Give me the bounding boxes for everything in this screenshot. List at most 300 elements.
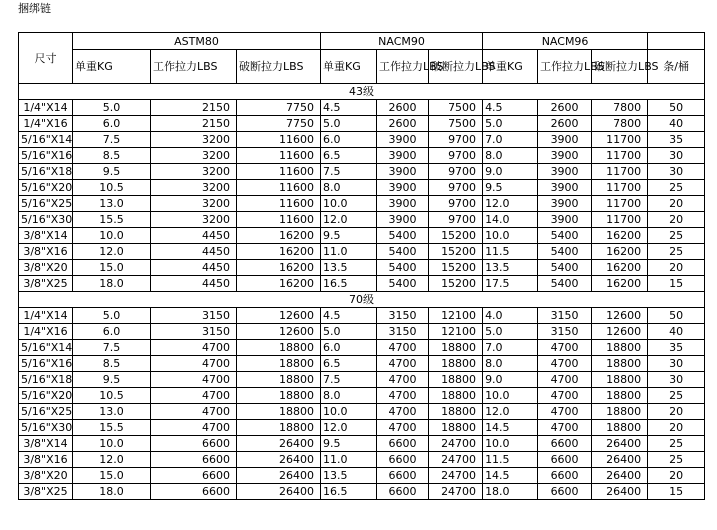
cell-astm-breaking-load: 18800 bbox=[237, 372, 321, 388]
cell-nacm96-breaking-load: 11700 bbox=[592, 212, 648, 228]
table-row bbox=[19, 436, 705, 452]
cell-astm-working-load: 3150 bbox=[151, 324, 237, 340]
cell-nacm96-working-load: 5400 bbox=[538, 228, 592, 244]
cell-nacm96-breaking-load: 16200 bbox=[592, 276, 648, 292]
cell-astm-breaking-load: 11600 bbox=[237, 148, 321, 164]
cell-nacm90-working-load: 5400 bbox=[377, 228, 429, 244]
cell-nacm96-weight: 10.0 bbox=[483, 228, 538, 244]
col-header-astm-weight: 单重KG bbox=[73, 50, 151, 84]
cell-per-bucket: 15 bbox=[648, 484, 705, 500]
cell-per-bucket: 20 bbox=[648, 196, 705, 212]
cell-size: 1/4"X14 bbox=[19, 100, 73, 116]
cell-nacm90-weight: 7.5 bbox=[321, 164, 377, 180]
cell-nacm90-weight: 12.0 bbox=[321, 212, 377, 228]
cell-nacm96-breaking-load: 18800 bbox=[592, 340, 648, 356]
cell-astm-weight: 15.0 bbox=[73, 260, 151, 276]
cell-astm-breaking-load: 11600 bbox=[237, 180, 321, 196]
cell-size: 5/16"X14 bbox=[19, 132, 73, 148]
cell-nacm90-breaking-load: 15200 bbox=[429, 244, 483, 260]
cell-nacm90-breaking-load: 18800 bbox=[429, 388, 483, 404]
cell-astm-working-load: 4700 bbox=[151, 372, 237, 388]
cell-nacm96-breaking-load: 18800 bbox=[592, 356, 648, 372]
document-title: 捆绑链 bbox=[18, 2, 51, 15]
cell-per-bucket: 30 bbox=[648, 356, 705, 372]
cell-nacm96-weight: 8.0 bbox=[483, 356, 538, 372]
cell-nacm96-weight: 14.5 bbox=[483, 420, 538, 436]
cell-nacm96-working-load: 6600 bbox=[538, 436, 592, 452]
cell-nacm90-breaking-load: 9700 bbox=[429, 132, 483, 148]
cell-nacm90-working-load: 3900 bbox=[377, 212, 429, 228]
col-header-nacm96-working-load: 工作拉力LBS bbox=[538, 50, 592, 84]
cell-nacm96-weight: 11.5 bbox=[483, 452, 538, 468]
cell-nacm90-working-load: 4700 bbox=[377, 404, 429, 420]
cell-nacm90-weight: 9.5 bbox=[321, 436, 377, 452]
cell-astm-breaking-load: 18800 bbox=[237, 420, 321, 436]
cell-nacm96-weight: 14.0 bbox=[483, 212, 538, 228]
cell-astm-weight: 7.5 bbox=[73, 340, 151, 356]
cell-per-bucket: 30 bbox=[648, 164, 705, 180]
cell-nacm90-working-load: 4700 bbox=[377, 340, 429, 356]
col-header-per-bucket: 条/桶 bbox=[648, 50, 705, 84]
cell-astm-working-load: 4700 bbox=[151, 420, 237, 436]
cell-astm-weight: 13.0 bbox=[73, 404, 151, 420]
cell-nacm96-working-load: 4700 bbox=[538, 404, 592, 420]
cell-astm-breaking-load: 26400 bbox=[237, 468, 321, 484]
cell-astm-weight: 18.0 bbox=[73, 276, 151, 292]
cell-size: 5/16"X14 bbox=[19, 340, 73, 356]
cell-size: 3/8"X14 bbox=[19, 436, 73, 452]
cell-nacm90-working-load: 6600 bbox=[377, 436, 429, 452]
table-row bbox=[19, 452, 705, 468]
table-body bbox=[19, 84, 705, 500]
cell-nacm96-weight: 7.0 bbox=[483, 340, 538, 356]
col-header-nacm90-working-load: 工作拉力LBS bbox=[377, 50, 429, 84]
cell-size: 1/4"X16 bbox=[19, 116, 73, 132]
cell-nacm96-working-load: 3900 bbox=[538, 212, 592, 228]
cell-nacm96-working-load: 5400 bbox=[538, 260, 592, 276]
group-header-astm80: ASTM80 bbox=[73, 33, 321, 50]
cell-per-bucket: 20 bbox=[648, 404, 705, 420]
table-row bbox=[19, 148, 705, 164]
cell-nacm96-weight: 8.0 bbox=[483, 148, 538, 164]
col-header-astm-breaking-load: 破断拉力LBS bbox=[237, 50, 321, 84]
cell-nacm90-weight: 6.5 bbox=[321, 356, 377, 372]
cell-nacm90-breaking-load: 12100 bbox=[429, 308, 483, 324]
cell-size: 3/8"X16 bbox=[19, 244, 73, 260]
grade-label: 70级 bbox=[19, 292, 705, 308]
cell-astm-weight: 15.0 bbox=[73, 468, 151, 484]
grade-row bbox=[19, 84, 705, 100]
cell-nacm96-weight: 7.0 bbox=[483, 132, 538, 148]
cell-nacm96-weight: 11.5 bbox=[483, 244, 538, 260]
cell-size: 1/4"X16 bbox=[19, 324, 73, 340]
cell-astm-working-load: 4700 bbox=[151, 340, 237, 356]
cell-per-bucket: 35 bbox=[648, 132, 705, 148]
cell-astm-working-load: 3200 bbox=[151, 148, 237, 164]
cell-per-bucket: 15 bbox=[648, 276, 705, 292]
cell-astm-weight: 10.5 bbox=[73, 180, 151, 196]
cell-nacm90-working-load: 6600 bbox=[377, 468, 429, 484]
cell-nacm90-working-load: 4700 bbox=[377, 372, 429, 388]
cell-size: 3/8"X16 bbox=[19, 452, 73, 468]
cell-nacm96-working-load: 6600 bbox=[538, 468, 592, 484]
cell-per-bucket: 50 bbox=[648, 100, 705, 116]
cell-nacm90-weight: 10.0 bbox=[321, 404, 377, 420]
col-header-nacm90-weight: 单重KG bbox=[321, 50, 377, 84]
cell-astm-working-load: 3200 bbox=[151, 196, 237, 212]
cell-nacm96-breaking-load: 11700 bbox=[592, 196, 648, 212]
cell-nacm90-weight: 8.0 bbox=[321, 388, 377, 404]
cell-per-bucket: 20 bbox=[648, 260, 705, 276]
cell-nacm90-working-load: 5400 bbox=[377, 244, 429, 260]
cell-nacm96-breaking-load: 18800 bbox=[592, 388, 648, 404]
cell-nacm96-working-load: 4700 bbox=[538, 356, 592, 372]
cell-astm-working-load: 4450 bbox=[151, 276, 237, 292]
cell-nacm96-breaking-load: 26400 bbox=[592, 468, 648, 484]
cell-astm-weight: 10.5 bbox=[73, 388, 151, 404]
table-row bbox=[19, 388, 705, 404]
cell-nacm96-working-load: 3900 bbox=[538, 148, 592, 164]
table-row bbox=[19, 228, 705, 244]
cell-nacm90-weight: 16.5 bbox=[321, 276, 377, 292]
cell-nacm90-weight: 4.5 bbox=[321, 100, 377, 116]
table-row bbox=[19, 132, 705, 148]
cell-astm-working-load: 4450 bbox=[151, 244, 237, 260]
cell-nacm90-breaking-load: 7500 bbox=[429, 100, 483, 116]
cell-astm-working-load: 4700 bbox=[151, 388, 237, 404]
cell-astm-working-load: 6600 bbox=[151, 452, 237, 468]
table-row bbox=[19, 244, 705, 260]
cell-nacm96-breaking-load: 11700 bbox=[592, 132, 648, 148]
cell-astm-working-load: 4450 bbox=[151, 228, 237, 244]
cell-nacm96-weight: 12.0 bbox=[483, 404, 538, 420]
table-row bbox=[19, 404, 705, 420]
cell-nacm96-weight: 12.0 bbox=[483, 196, 538, 212]
cell-astm-weight: 15.5 bbox=[73, 212, 151, 228]
cell-nacm96-weight: 4.5 bbox=[483, 100, 538, 116]
header-row-groups bbox=[19, 33, 705, 50]
cell-size: 3/8"X14 bbox=[19, 228, 73, 244]
cell-size: 1/4"X14 bbox=[19, 308, 73, 324]
cell-nacm96-weight: 4.0 bbox=[483, 308, 538, 324]
table-row bbox=[19, 308, 705, 324]
cell-nacm96-breaking-load: 7800 bbox=[592, 116, 648, 132]
table-row bbox=[19, 484, 705, 500]
cell-nacm96-working-load: 5400 bbox=[538, 244, 592, 260]
cell-nacm90-weight: 8.0 bbox=[321, 180, 377, 196]
cell-nacm90-breaking-load: 18800 bbox=[429, 420, 483, 436]
cell-nacm90-breaking-load: 9700 bbox=[429, 212, 483, 228]
cell-astm-working-load: 6600 bbox=[151, 468, 237, 484]
cell-astm-breaking-load: 12600 bbox=[237, 308, 321, 324]
cell-size: 5/16"X16 bbox=[19, 356, 73, 372]
col-header-nacm96-weight: 单重KG bbox=[483, 50, 538, 84]
cell-nacm90-breaking-load: 18800 bbox=[429, 340, 483, 356]
cell-astm-breaking-load: 16200 bbox=[237, 276, 321, 292]
cell-nacm90-breaking-load: 24700 bbox=[429, 436, 483, 452]
cell-astm-breaking-load: 26400 bbox=[237, 484, 321, 500]
cell-nacm96-weight: 5.0 bbox=[483, 116, 538, 132]
cell-astm-working-load: 3200 bbox=[151, 164, 237, 180]
cell-size: 5/16"X30 bbox=[19, 212, 73, 228]
cell-astm-weight: 5.0 bbox=[73, 100, 151, 116]
cell-nacm90-breaking-load: 18800 bbox=[429, 372, 483, 388]
cell-astm-weight: 12.0 bbox=[73, 244, 151, 260]
table-row bbox=[19, 420, 705, 436]
table-row bbox=[19, 116, 705, 132]
cell-astm-weight: 8.5 bbox=[73, 356, 151, 372]
cell-astm-breaking-load: 26400 bbox=[237, 436, 321, 452]
cell-per-bucket: 20 bbox=[648, 420, 705, 436]
cell-size: 5/16"X18 bbox=[19, 164, 73, 180]
cell-nacm96-working-load: 3150 bbox=[538, 308, 592, 324]
cell-nacm90-working-load: 3900 bbox=[377, 132, 429, 148]
cell-nacm96-working-load: 3900 bbox=[538, 180, 592, 196]
cell-nacm90-weight: 6.0 bbox=[321, 340, 377, 356]
cell-nacm90-weight: 13.5 bbox=[321, 468, 377, 484]
cell-per-bucket: 35 bbox=[648, 340, 705, 356]
cell-nacm90-weight: 16.5 bbox=[321, 484, 377, 500]
size-header: 尺寸 bbox=[19, 33, 73, 84]
cell-nacm96-weight: 9.0 bbox=[483, 372, 538, 388]
cell-nacm96-working-load: 3150 bbox=[538, 324, 592, 340]
group-header-nacm96: NACM96 bbox=[483, 33, 648, 50]
cell-nacm96-breaking-load: 18800 bbox=[592, 420, 648, 436]
cell-size: 5/16"X18 bbox=[19, 372, 73, 388]
cell-nacm96-breaking-load: 16200 bbox=[592, 228, 648, 244]
cell-nacm96-working-load: 6600 bbox=[538, 484, 592, 500]
table-row bbox=[19, 180, 705, 196]
cell-astm-weight: 6.0 bbox=[73, 116, 151, 132]
group-header-blank bbox=[648, 33, 705, 50]
cell-astm-weight: 8.5 bbox=[73, 148, 151, 164]
cell-size: 5/16"X25 bbox=[19, 404, 73, 420]
cell-astm-breaking-load: 7750 bbox=[237, 100, 321, 116]
table-row bbox=[19, 468, 705, 484]
cell-nacm90-working-load: 4700 bbox=[377, 388, 429, 404]
cell-nacm90-weight: 6.5 bbox=[321, 148, 377, 164]
table-row bbox=[19, 276, 705, 292]
cell-nacm90-weight: 11.0 bbox=[321, 244, 377, 260]
cell-size: 5/16"X25 bbox=[19, 196, 73, 212]
cell-astm-breaking-load: 18800 bbox=[237, 404, 321, 420]
cell-astm-weight: 12.0 bbox=[73, 452, 151, 468]
cell-nacm96-working-load: 2600 bbox=[538, 116, 592, 132]
tie-down-chain-spec-table bbox=[18, 32, 705, 500]
cell-astm-working-load: 3200 bbox=[151, 212, 237, 228]
cell-astm-weight: 9.5 bbox=[73, 372, 151, 388]
cell-nacm90-weight: 7.5 bbox=[321, 372, 377, 388]
cell-nacm90-breaking-load: 9700 bbox=[429, 180, 483, 196]
cell-nacm90-working-load: 2600 bbox=[377, 100, 429, 116]
cell-nacm96-weight: 5.0 bbox=[483, 324, 538, 340]
cell-size: 3/8"X25 bbox=[19, 484, 73, 500]
cell-nacm90-working-load: 6600 bbox=[377, 452, 429, 468]
cell-size: 5/16"X30 bbox=[19, 420, 73, 436]
cell-size: 5/16"X16 bbox=[19, 148, 73, 164]
cell-astm-working-load: 4700 bbox=[151, 404, 237, 420]
cell-astm-breaking-load: 18800 bbox=[237, 340, 321, 356]
cell-nacm96-weight: 9.5 bbox=[483, 180, 538, 196]
cell-astm-weight: 18.0 bbox=[73, 484, 151, 500]
col-header-nacm96-breaking-load: 破断拉力LBS bbox=[592, 50, 648, 84]
cell-nacm90-weight: 4.5 bbox=[321, 308, 377, 324]
cell-nacm96-breaking-load: 11700 bbox=[592, 148, 648, 164]
cell-size: 5/16"X20 bbox=[19, 388, 73, 404]
cell-astm-working-load: 2150 bbox=[151, 116, 237, 132]
cell-astm-working-load: 6600 bbox=[151, 436, 237, 452]
cell-astm-breaking-load: 18800 bbox=[237, 356, 321, 372]
cell-astm-weight: 7.5 bbox=[73, 132, 151, 148]
cell-nacm90-working-load: 3150 bbox=[377, 308, 429, 324]
cell-nacm96-breaking-load: 11700 bbox=[592, 180, 648, 196]
cell-per-bucket: 30 bbox=[648, 372, 705, 388]
cell-nacm90-breaking-load: 24700 bbox=[429, 484, 483, 500]
cell-nacm90-working-load: 3900 bbox=[377, 164, 429, 180]
cell-astm-working-load: 2150 bbox=[151, 100, 237, 116]
cell-nacm90-working-load: 5400 bbox=[377, 260, 429, 276]
cell-astm-breaking-load: 11600 bbox=[237, 164, 321, 180]
cell-astm-breaking-load: 11600 bbox=[237, 132, 321, 148]
cell-nacm90-weight: 5.0 bbox=[321, 324, 377, 340]
cell-astm-weight: 13.0 bbox=[73, 196, 151, 212]
cell-nacm90-weight: 6.0 bbox=[321, 132, 377, 148]
cell-nacm90-breaking-load: 7500 bbox=[429, 116, 483, 132]
cell-per-bucket: 25 bbox=[648, 244, 705, 260]
cell-size: 3/8"X20 bbox=[19, 468, 73, 484]
cell-nacm90-working-load: 4700 bbox=[377, 420, 429, 436]
cell-astm-breaking-load: 11600 bbox=[237, 212, 321, 228]
cell-nacm90-breaking-load: 9700 bbox=[429, 196, 483, 212]
cell-per-bucket: 25 bbox=[648, 180, 705, 196]
cell-per-bucket: 40 bbox=[648, 324, 705, 340]
cell-nacm96-working-load: 4700 bbox=[538, 340, 592, 356]
cell-astm-working-load: 4700 bbox=[151, 356, 237, 372]
cell-nacm96-working-load: 6600 bbox=[538, 452, 592, 468]
cell-nacm90-breaking-load: 9700 bbox=[429, 164, 483, 180]
cell-nacm96-breaking-load: 7800 bbox=[592, 100, 648, 116]
cell-size: 5/16"X20 bbox=[19, 180, 73, 196]
cell-nacm90-weight: 5.0 bbox=[321, 116, 377, 132]
cell-per-bucket: 25 bbox=[648, 452, 705, 468]
cell-per-bucket: 20 bbox=[648, 468, 705, 484]
cell-nacm96-working-load: 3900 bbox=[538, 196, 592, 212]
cell-nacm90-breaking-load: 18800 bbox=[429, 356, 483, 372]
cell-nacm96-working-load: 4700 bbox=[538, 388, 592, 404]
cell-nacm90-working-load: 6600 bbox=[377, 484, 429, 500]
cell-nacm90-breaking-load: 24700 bbox=[429, 452, 483, 468]
cell-nacm90-working-load: 3900 bbox=[377, 148, 429, 164]
cell-nacm96-weight: 10.0 bbox=[483, 388, 538, 404]
cell-astm-breaking-load: 16200 bbox=[237, 228, 321, 244]
cell-astm-breaking-load: 11600 bbox=[237, 196, 321, 212]
cell-nacm90-weight: 11.0 bbox=[321, 452, 377, 468]
cell-nacm96-weight: 14.5 bbox=[483, 468, 538, 484]
cell-nacm90-working-load: 2600 bbox=[377, 116, 429, 132]
grade-row bbox=[19, 292, 705, 308]
cell-astm-weight: 15.5 bbox=[73, 420, 151, 436]
cell-nacm90-weight: 12.0 bbox=[321, 420, 377, 436]
cell-per-bucket: 25 bbox=[648, 228, 705, 244]
table-row bbox=[19, 100, 705, 116]
table-row bbox=[19, 260, 705, 276]
cell-astm-breaking-load: 7750 bbox=[237, 116, 321, 132]
cell-astm-weight: 6.0 bbox=[73, 324, 151, 340]
cell-nacm96-breaking-load: 18800 bbox=[592, 404, 648, 420]
cell-nacm96-working-load: 3900 bbox=[538, 164, 592, 180]
cell-per-bucket: 20 bbox=[648, 212, 705, 228]
cell-astm-weight: 9.5 bbox=[73, 164, 151, 180]
cell-nacm96-breaking-load: 11700 bbox=[592, 164, 648, 180]
cell-nacm90-breaking-load: 18800 bbox=[429, 404, 483, 420]
cell-nacm96-weight: 17.5 bbox=[483, 276, 538, 292]
cell-astm-weight: 10.0 bbox=[73, 436, 151, 452]
cell-nacm90-working-load: 3150 bbox=[377, 324, 429, 340]
cell-nacm90-working-load: 4700 bbox=[377, 356, 429, 372]
cell-nacm90-breaking-load: 12100 bbox=[429, 324, 483, 340]
cell-astm-breaking-load: 16200 bbox=[237, 260, 321, 276]
cell-astm-weight: 5.0 bbox=[73, 308, 151, 324]
cell-nacm96-breaking-load: 16200 bbox=[592, 260, 648, 276]
cell-nacm96-working-load: 4700 bbox=[538, 372, 592, 388]
table-row bbox=[19, 196, 705, 212]
table-row bbox=[19, 356, 705, 372]
cell-nacm96-breaking-load: 12600 bbox=[592, 324, 648, 340]
cell-nacm90-breaking-load: 15200 bbox=[429, 228, 483, 244]
table-row bbox=[19, 372, 705, 388]
cell-nacm90-working-load: 3900 bbox=[377, 196, 429, 212]
cell-astm-breaking-load: 26400 bbox=[237, 452, 321, 468]
table-row bbox=[19, 164, 705, 180]
cell-nacm96-working-load: 4700 bbox=[538, 420, 592, 436]
cell-nacm90-weight: 9.5 bbox=[321, 228, 377, 244]
col-header-astm-working-load: 工作拉力LBS bbox=[151, 50, 237, 84]
cell-nacm96-weight: 9.0 bbox=[483, 164, 538, 180]
table-row bbox=[19, 324, 705, 340]
cell-size: 3/8"X25 bbox=[19, 276, 73, 292]
cell-nacm96-breaking-load: 16200 bbox=[592, 244, 648, 260]
cell-nacm96-breaking-load: 26400 bbox=[592, 436, 648, 452]
cell-per-bucket: 25 bbox=[648, 388, 705, 404]
cell-astm-breaking-load: 12600 bbox=[237, 324, 321, 340]
group-header-nacm90: NACM90 bbox=[321, 33, 483, 50]
cell-nacm96-breaking-load: 18800 bbox=[592, 372, 648, 388]
cell-astm-working-load: 6600 bbox=[151, 484, 237, 500]
cell-nacm96-weight: 18.0 bbox=[483, 484, 538, 500]
cell-astm-working-load: 4450 bbox=[151, 260, 237, 276]
cell-nacm96-working-load: 5400 bbox=[538, 276, 592, 292]
cell-nacm96-weight: 10.0 bbox=[483, 436, 538, 452]
cell-nacm90-breaking-load: 9700 bbox=[429, 148, 483, 164]
cell-nacm96-breaking-load: 26400 bbox=[592, 452, 648, 468]
cell-per-bucket: 30 bbox=[648, 148, 705, 164]
cell-nacm96-breaking-load: 26400 bbox=[592, 484, 648, 500]
cell-nacm90-weight: 13.5 bbox=[321, 260, 377, 276]
cell-astm-breaking-load: 16200 bbox=[237, 244, 321, 260]
cell-nacm90-weight: 10.0 bbox=[321, 196, 377, 212]
table-row bbox=[19, 340, 705, 356]
cell-size: 3/8"X20 bbox=[19, 260, 73, 276]
cell-nacm90-breaking-load: 15200 bbox=[429, 276, 483, 292]
cell-astm-working-load: 3150 bbox=[151, 308, 237, 324]
cell-nacm90-working-load: 3900 bbox=[377, 180, 429, 196]
cell-astm-working-load: 3200 bbox=[151, 180, 237, 196]
cell-astm-breaking-load: 18800 bbox=[237, 388, 321, 404]
table-row bbox=[19, 212, 705, 228]
grade-label: 43级 bbox=[19, 84, 705, 100]
cell-nacm96-working-load: 3900 bbox=[538, 132, 592, 148]
cell-astm-working-load: 3200 bbox=[151, 132, 237, 148]
